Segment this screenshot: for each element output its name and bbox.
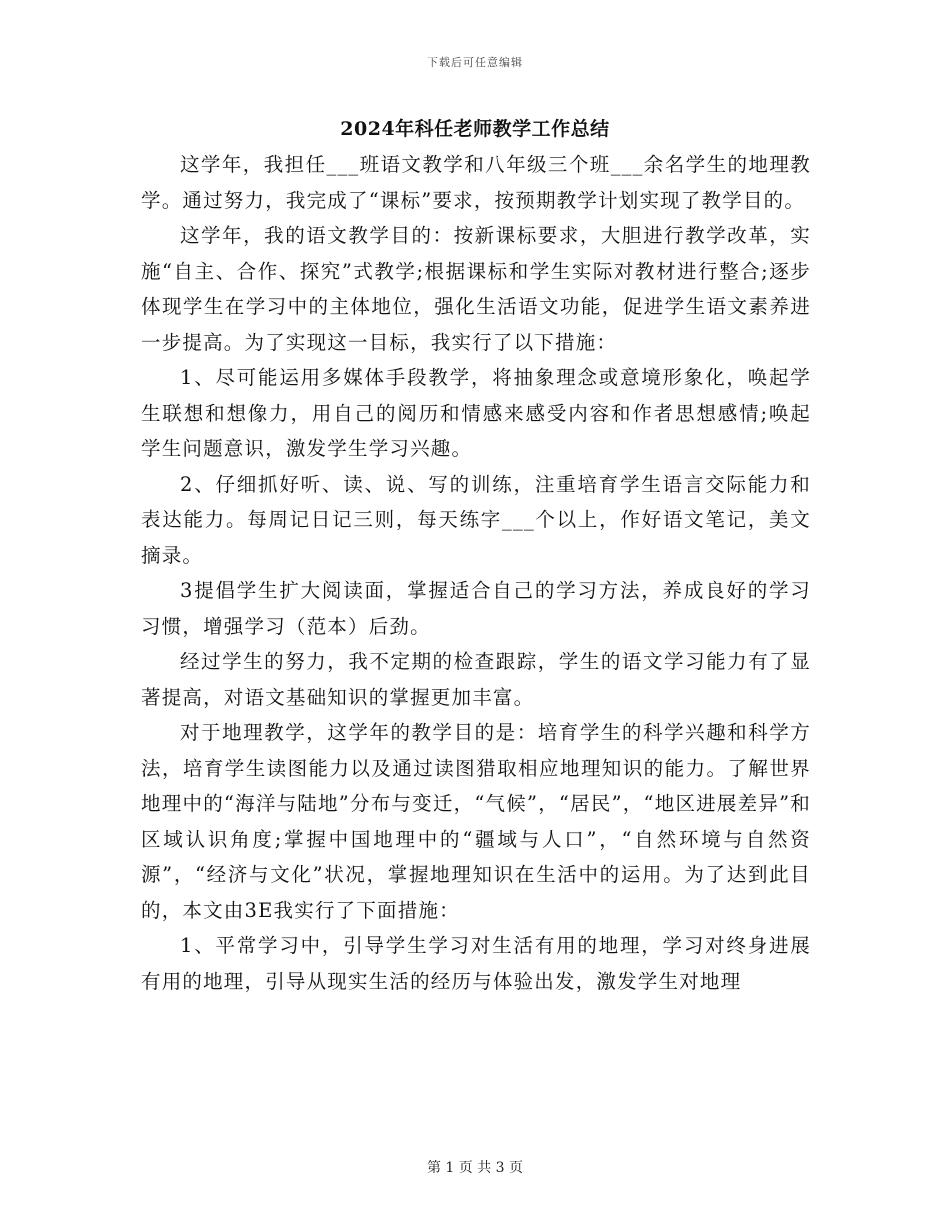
paragraph-measure-3: 3提倡学生扩大阅读面，掌握适合自己的学习方法，养成良好的学习习惯，增强学习（范本）后劲。 [141, 579, 811, 638]
page-header-note: 下载后可任意编辑 [427, 56, 523, 69]
paragraph-geography-measure-1: 1、平常学习中，引导学生学习对生活有用的地理，学习对终身进展有用的地理，引导从现实生活的经历与体验出发，激发学生对地理 [141, 934, 811, 993]
document-title: 2024年科任老师教学工作总结 [340, 118, 610, 140]
page-number: 第 1 页 共 3 页 [426, 1160, 524, 1176]
paragraph-results: 经过学生的努力，我不定期的检查跟踪，学生的语文学习能力有了显著提高，对语文基础知识的掌握更加丰富。 [141, 650, 811, 709]
document-body [141, 147, 811, 999]
paragraph-intro: 这学年，我担任___班语文教学和八年级三个班___余名学生的地理教学。通过努力，我完成了“课标”要求，按预期教学计划实现了教学目的。 [141, 153, 811, 212]
paragraph-measure-1: 1、尽可能运用多媒体手段教学，将抽象理念或意境形象化，唤起学生联想和想像力，用自己的阅历和情感来感受内容和作者思想感情;唤起学生问题意识，激发学生学习兴趣。 [141, 366, 811, 460]
paragraph-chinese-goals: 这学年，我的语文教学目的：按新课标要求，大胆进行教学改革，实施“自主、合作、探究”式教学;根据课标和学生实际对教材进行整合;逐步体现学生在学习中的主体地位，强化生活语文功能，促进学生语文素养进一步提高。为了实现这一目标，我实行了以下措施： [141, 224, 811, 354]
paragraph-measure-2: 2、仔细抓好听、读、说、写的训练，注重培育学生语言交际能力和表达能力。每周记日记三则，每天练字___个以上，作好语文笔记，美文摘录。 [141, 472, 811, 567]
paragraph-geography-goals: 对于地理教学，这学年的教学目的是：培育学生的科学兴趣和科学方法，培育学生读图能力以及通过读图猎取相应地理知识的能力。了解世界地理中的“海洋与陆地”分布与变迁，“气候”，“居民”，“地区进展差异”和区域认识角度;掌握中国地理中的“疆域与人口”，“自然环境与自然资源”，“经济与文化”状况，掌握地理知识在生活中的运用。为了达到此目的，本文由3E我实行了下面措施： [141, 721, 811, 922]
